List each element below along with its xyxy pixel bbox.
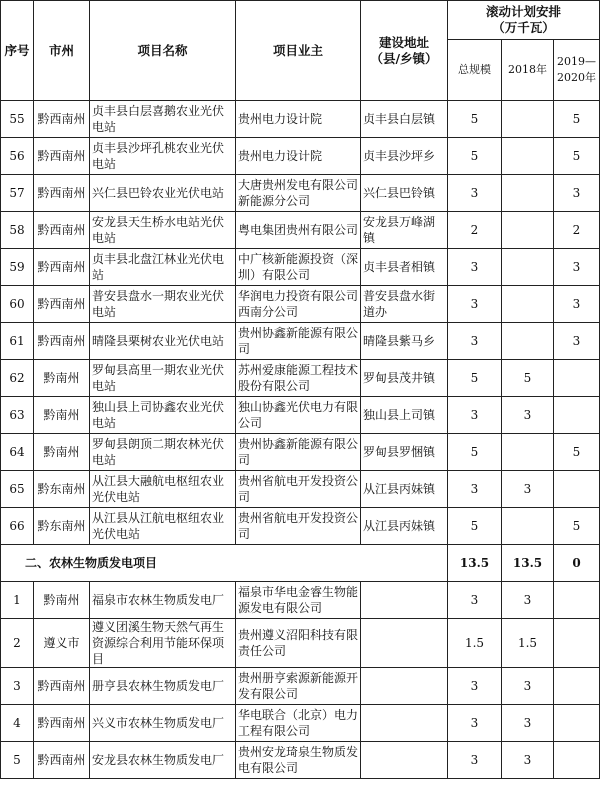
cell-location: 罗甸县茂井镇	[361, 360, 448, 397]
cell-name: 兴义市农林生物质发电厂	[90, 705, 236, 742]
cell-city: 黔南州	[34, 397, 90, 434]
cell-location	[361, 742, 448, 779]
cell-2018: 5	[502, 360, 554, 397]
table-row	[1, 360, 600, 397]
header-total: 总规模	[448, 40, 502, 101]
cell-seq: 55	[1, 101, 34, 138]
cell-location: 独山县上司镇	[361, 397, 448, 434]
cell-2019-2020: 5	[554, 101, 600, 138]
cell-2018	[502, 508, 554, 545]
cell-location: 罗甸县罗悃镇	[361, 434, 448, 471]
table-row	[1, 508, 600, 545]
table-row	[1, 249, 600, 286]
cell-owner: 粤电集团贵州有限公司	[236, 212, 361, 249]
cell-city: 黔南州	[34, 360, 90, 397]
cell-city: 黔西南州	[34, 249, 90, 286]
cell-2019-2020: 3	[554, 323, 600, 360]
cell-2019-2020: 3	[554, 175, 600, 212]
cell-city: 黔西南州	[34, 705, 90, 742]
cell-name: 晴隆县栗树农业光伏电站	[90, 323, 236, 360]
cell-location: 晴隆县紫马乡	[361, 323, 448, 360]
cell-total: 3	[448, 286, 502, 323]
cell-owner: 贵州协鑫新能源有限公司	[236, 323, 361, 360]
section-title: 二、农林生物质发电项目	[1, 545, 448, 582]
table-row	[1, 434, 600, 471]
table-row	[1, 471, 600, 508]
table-row	[1, 582, 600, 619]
cell-city: 黔南州	[34, 582, 90, 619]
cell-seq: 59	[1, 249, 34, 286]
cell-owner: 独山协鑫光伏电力有限公司	[236, 397, 361, 434]
table-row	[1, 742, 600, 779]
cell-name: 罗甸县高里一期农业光伏电站	[90, 360, 236, 397]
cell-2019-2020	[554, 668, 600, 705]
cell-seq: 1	[1, 582, 34, 619]
cell-owner: 中广核新能源投资（深圳）有限公司	[236, 249, 361, 286]
cell-2019-2020	[554, 705, 600, 742]
cell-owner: 贵州省航电开发投资公司	[236, 508, 361, 545]
solar-rows	[1, 101, 600, 545]
cell-location: 从江县丙妹镇	[361, 471, 448, 508]
table-row	[1, 101, 600, 138]
cell-2019-2020: 5	[554, 138, 600, 175]
cell-city: 黔西南州	[34, 742, 90, 779]
cell-owner: 贵州电力设计院	[236, 138, 361, 175]
cell-2019-2020: 2	[554, 212, 600, 249]
cell-city: 黔西南州	[34, 286, 90, 323]
cell-2018	[502, 138, 554, 175]
biomass-rows	[1, 582, 600, 779]
cell-location: 贞丰县白层镇	[361, 101, 448, 138]
cell-2018: 3	[502, 668, 554, 705]
table-row	[1, 323, 600, 360]
cell-location: 安龙县万峰湖镇	[361, 212, 448, 249]
cell-total: 3	[448, 249, 502, 286]
cell-name: 罗甸县朗顶二期农林光伏电站	[90, 434, 236, 471]
cell-owner: 贵州省航电开发投资公司	[236, 471, 361, 508]
cell-total: 5	[448, 508, 502, 545]
cell-name: 安龙县天生桥水电站光伏电站	[90, 212, 236, 249]
cell-name: 贞丰县沙坪孔桃农业光伏电站	[90, 138, 236, 175]
header-city: 市州	[34, 1, 90, 101]
cell-seq: 66	[1, 508, 34, 545]
cell-city: 黔西南州	[34, 101, 90, 138]
cell-total: 5	[448, 434, 502, 471]
cell-2019-2020	[554, 742, 600, 779]
cell-owner: 华电联合（北京）电力工程有限公司	[236, 705, 361, 742]
cell-seq: 58	[1, 212, 34, 249]
cell-name: 普安县盘水一期农业光伏电站	[90, 286, 236, 323]
cell-total: 2	[448, 212, 502, 249]
header-plan: 滚动计划安排 （万千瓦）	[448, 1, 600, 40]
cell-total: 3	[448, 323, 502, 360]
cell-2018	[502, 101, 554, 138]
cell-name: 从江县大融航电枢纽农业光伏电站	[90, 471, 236, 508]
cell-total: 3	[448, 397, 502, 434]
cell-2018	[502, 323, 554, 360]
cell-total: 5	[448, 101, 502, 138]
cell-2019-2020	[554, 619, 600, 668]
cell-2018: 3	[502, 471, 554, 508]
header-seq: 序号	[1, 1, 34, 101]
table-row	[1, 619, 600, 668]
cell-city: 黔西南州	[34, 175, 90, 212]
cell-seq: 5	[1, 742, 34, 779]
cell-seq: 2	[1, 619, 34, 668]
cell-seq: 61	[1, 323, 34, 360]
cell-name: 册亨县农林生物质发电厂	[90, 668, 236, 705]
cell-2019-2020: 3	[554, 249, 600, 286]
cell-seq: 3	[1, 668, 34, 705]
cell-2019-2020	[554, 397, 600, 434]
cell-owner: 贵州遵义沼阳科技有限责任公司	[236, 619, 361, 668]
cell-seq: 57	[1, 175, 34, 212]
cell-2019-2020	[554, 471, 600, 508]
cell-city: 黔东南州	[34, 471, 90, 508]
section-row	[1, 545, 600, 582]
cell-total: 3	[448, 471, 502, 508]
cell-name: 从江县从江航电枢纽农业光伏电站	[90, 508, 236, 545]
cell-location	[361, 582, 448, 619]
table-row	[1, 286, 600, 323]
cell-2018	[502, 175, 554, 212]
cell-seq: 64	[1, 434, 34, 471]
cell-city: 黔南州	[34, 434, 90, 471]
section-2019-2020: 0	[554, 545, 600, 582]
section-2018: 13.5	[502, 545, 554, 582]
cell-2019-2020: 3	[554, 286, 600, 323]
header-2019-2020: 2019— 2020年	[554, 40, 600, 101]
cell-seq: 62	[1, 360, 34, 397]
cell-total: 3	[448, 582, 502, 619]
cell-name: 独山县上司协鑫农业光伏电站	[90, 397, 236, 434]
cell-owner: 华润电力投资有限公司西南分公司	[236, 286, 361, 323]
cell-total: 5	[448, 360, 502, 397]
table-row	[1, 175, 600, 212]
header-owner: 项目业主	[236, 1, 361, 101]
cell-name: 兴仁县巴铃农业光伏电站	[90, 175, 236, 212]
cell-owner: 福泉市华电金睿生物能源发电有限公司	[236, 582, 361, 619]
cell-seq: 63	[1, 397, 34, 434]
cell-2018: 3	[502, 582, 554, 619]
cell-owner: 苏州爱康能源工程技术股份有限公司	[236, 360, 361, 397]
cell-owner: 贵州电力设计院	[236, 101, 361, 138]
cell-location: 兴仁县巴铃镇	[361, 175, 448, 212]
header-location: 建设地址 （县/乡镇）	[361, 1, 448, 101]
cell-2018: 1.5	[502, 619, 554, 668]
cell-2019-2020: 5	[554, 508, 600, 545]
cell-city: 黔西南州	[34, 323, 90, 360]
table-row	[1, 397, 600, 434]
cell-owner: 贵州协鑫新能源有限公司	[236, 434, 361, 471]
cell-2018: 3	[502, 705, 554, 742]
cell-2018	[502, 434, 554, 471]
cell-location: 贞丰县者相镇	[361, 249, 448, 286]
cell-city: 黔西南州	[34, 138, 90, 175]
header-name: 项目名称	[90, 1, 236, 101]
cell-2018	[502, 212, 554, 249]
cell-owner: 贵州册亨索源新能源开发有限公司	[236, 668, 361, 705]
cell-total: 5	[448, 138, 502, 175]
section-2	[1, 545, 600, 582]
cell-total: 3	[448, 705, 502, 742]
cell-2019-2020	[554, 360, 600, 397]
cell-2018: 3	[502, 742, 554, 779]
cell-city: 遵义市	[34, 619, 90, 668]
cell-seq: 60	[1, 286, 34, 323]
header-2018: 2018年	[502, 40, 554, 101]
cell-location	[361, 668, 448, 705]
cell-total: 3	[448, 742, 502, 779]
cell-owner: 大唐贵州发电有限公司新能源分公司	[236, 175, 361, 212]
cell-name: 贞丰县北盘江林业光伏电站	[90, 249, 236, 286]
cell-total: 3	[448, 175, 502, 212]
cell-city: 黔东南州	[34, 508, 90, 545]
cell-2019-2020: 5	[554, 434, 600, 471]
table-row	[1, 668, 600, 705]
cell-seq: 56	[1, 138, 34, 175]
cell-seq: 65	[1, 471, 34, 508]
cell-total: 3	[448, 668, 502, 705]
cell-city: 黔西南州	[34, 212, 90, 249]
cell-name: 福泉市农林生物质发电厂	[90, 582, 236, 619]
header-row	[1, 1, 600, 40]
cell-total: 1.5	[448, 619, 502, 668]
cell-seq: 4	[1, 705, 34, 742]
table-row	[1, 705, 600, 742]
cell-2018: 3	[502, 397, 554, 434]
cell-city: 黔西南州	[34, 668, 90, 705]
cell-location	[361, 619, 448, 668]
cell-name: 安龙县农林生物质发电厂	[90, 742, 236, 779]
cell-2019-2020	[554, 582, 600, 619]
section-total: 13.5	[448, 545, 502, 582]
cell-name: 贞丰县白层喜鹅农业光伏电站	[90, 101, 236, 138]
cell-location	[361, 705, 448, 742]
cell-name: 遵义团溪生物天然气再生资源综合利用节能环保项目	[90, 619, 236, 668]
table-row	[1, 212, 600, 249]
cell-location: 普安县盘水街道办	[361, 286, 448, 323]
cell-2018	[502, 286, 554, 323]
cell-location: 贞丰县沙坪乡	[361, 138, 448, 175]
cell-location: 从江县丙妹镇	[361, 508, 448, 545]
cell-2018	[502, 249, 554, 286]
table-row	[1, 138, 600, 175]
cell-owner: 贵州安龙琦泉生物质发电有限公司	[236, 742, 361, 779]
